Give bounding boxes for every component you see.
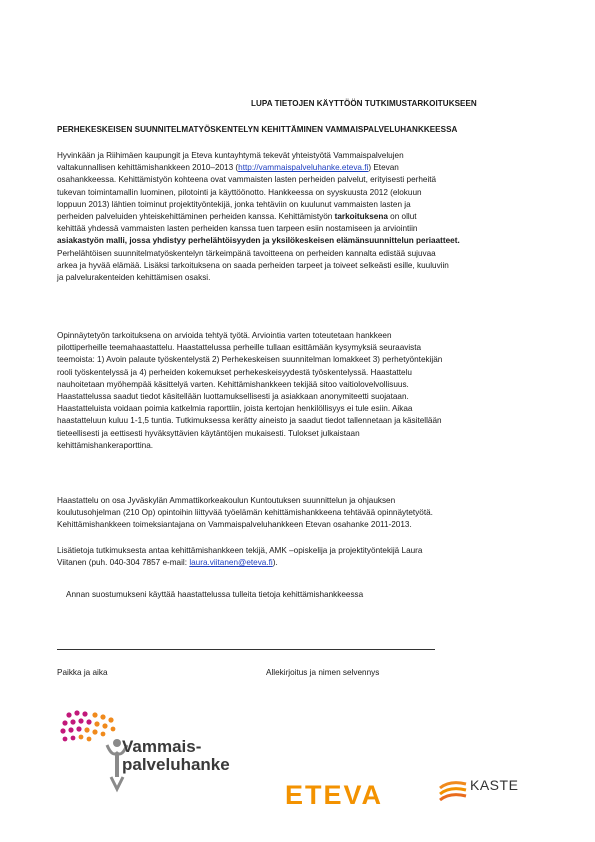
text-line: haastatteluun kuluu 1-1,5 tuntia. Tutkimuksessa kerätty aineisto ja saadut tiedot tallennetaan ja käsitellään — [57, 416, 442, 426]
signature-label: Allekirjoitus ja nimen selvennys — [266, 668, 380, 677]
text-line: Lisätietoja tutkimuksesta antaa kehittämishankkeen tekijä, AMK –opiskelija ja projektityöntekijä Laura — [57, 546, 423, 555]
signature-line — [57, 649, 435, 650]
vammaispalveluhanke-wordmark: Vammais- palveluhanke — [122, 737, 230, 774]
text-line: perheiden palveluiden yhteiskehittäminen perheiden kanssa. Kehittämistyön tarkoituksena on ollut — [57, 212, 417, 222]
text-line: loppuun 2013) lähtien toiminut projektityöntekijä, jonka tehtäviin on kuulunut vammaisten lasten ja — [57, 199, 411, 209]
email-link[interactable]: laura.viitanen@eteva.fi — [189, 558, 273, 568]
text-line: Haastatteluista voidaan poimia katkelmia raporttiin, joista kertojan henkilöllisyys ei tule esiin. Aikaa — [57, 404, 413, 414]
paragraph-thesis-purpose — [57, 330, 547, 452]
project-link[interactable]: http://vammaispalveluhanke.eteva.fi — [238, 163, 369, 173]
text-line: Perhelähtöisen suunnitelmatyöskentelyn tärkeimpänä tavoitteena on perheiden kannalta edistää sujuvaa — [57, 248, 436, 258]
text-line: Hyvinkään ja Riihimäen kaupungit ja Eteva kuntayhtymä tekevät yhteistyötä Vammaispalvelujen — [57, 151, 404, 160]
text-line: tukevan toimintamallin luominen, pilotointi ja käyttöönotto. Hankkeessa on syyskuusta 2012 (elokuun — [57, 187, 422, 197]
text-line: Viitanen (puh. 040-304 7857 e-mail: laura.viitanen@eteva.fi). — [57, 558, 278, 568]
text-line: Opinnäytetyön tarkoituksena on arvioida tehtyä työtä. Arviointia varten toteutetaan hankkeen — [57, 331, 392, 340]
text-line: kehittämishankeraporttina. — [57, 440, 154, 450]
text-line: Haastattelu on osa Jyväskylän Ammattikorkeakoulun Kuntoutuksen suunnittelun ja ohjauksen — [57, 496, 396, 505]
text-line: koulutusohjelman (210 Op) opintoihin liittyvää työelämän kehittämishankkeena tehtävää opinnäytetyötä. — [57, 508, 433, 518]
text-line: osahankkeessa. Kehittämistyön kohteena ovat vammaisten lasten perheiden palvelut, erityisesti perheitä — [57, 175, 437, 185]
text-line: teemoista: 1) Avoin palaute työskentelystä 2) Perhekeskeisen suunnitelman lomakkeet 3) perhetyöntekijän — [57, 355, 443, 365]
text-line: kehittää yhdessä vammaisten lasten perheiden kanssa tuen tarpeen esiin nostamiseen ja arviointiin — [57, 224, 418, 234]
place-date-label: Paikka ja aika — [57, 668, 108, 677]
paragraph-contact-info — [57, 545, 547, 569]
kaste-wordmark: KASTE — [470, 777, 519, 793]
text-line: asiakastyön malli, jossa yhdistyy perhelähtöisyyden ja yksilökeskeisen elämänsuunnittelun periaatteet. — [57, 236, 460, 246]
eteva-logo: ETEVA — [285, 780, 384, 810]
text-line: arkea ja hyvää elämää. Lisäksi tarkoituksena on saada perheiden tarpeet ja toiveet selkeästi esille, kuuluviin — [57, 260, 449, 270]
text-line: ja palvelurakenteiden kehittämisen osaksi. — [57, 273, 211, 283]
text-line: rooli työskentelyssä ja 4) perheiden kokemukset perhekeskeisyydestä työskentelyssä. Haastattelu — [57, 367, 412, 377]
text-line: Haastattelussa saadut tiedot käsitellään luottamuksellisesti ja asiakkaan anonymiteetti suojataan. — [57, 392, 409, 402]
document-subtitle: PERHEKESKEISEN SUUNNITELMATYÖSKENTELYN KEHITTÄMINEN VAMMAISPALVELUHANKKEESSA — [57, 125, 458, 134]
text-line: nauhoitetaan myöhempää käsittelyä varten. Kehittämishankkeen tekijää sitoo vaitiolovelvollisuus. — [57, 379, 409, 389]
paragraph-school-info — [57, 495, 547, 532]
text-line: tieteellisesti ja eettisesti hyväksyttävien käytäntöjen mukaisesti. Tulokset julkaistaan — [57, 428, 360, 438]
text-line: valtakunnallisen kehittämishankkeen 2010–2013 (http://vammaispalveluhanke.eteva.fi) Etevan — [57, 163, 399, 173]
text-line: Kehittämishankkeen toimeksiantajana on Vammaispalveluhankkeen Etevan osahanke 2011-2013. — [57, 520, 412, 530]
page-title: LUPA TIETOJEN KÄYTTÖÖN TUTKIMUSTARKOITUKSEEN — [251, 99, 477, 108]
text-line: pilottiperheille teemahaastattelu. Haastattelussa perheille tullaan esittämään kysymyksiä seuraavista — [57, 343, 422, 353]
consent-statement: Annan suostumukseni käyttää haastattelussa tulleita tietoja kehittämishankkeessa — [66, 590, 364, 599]
paragraph-project-intro — [57, 150, 547, 284]
